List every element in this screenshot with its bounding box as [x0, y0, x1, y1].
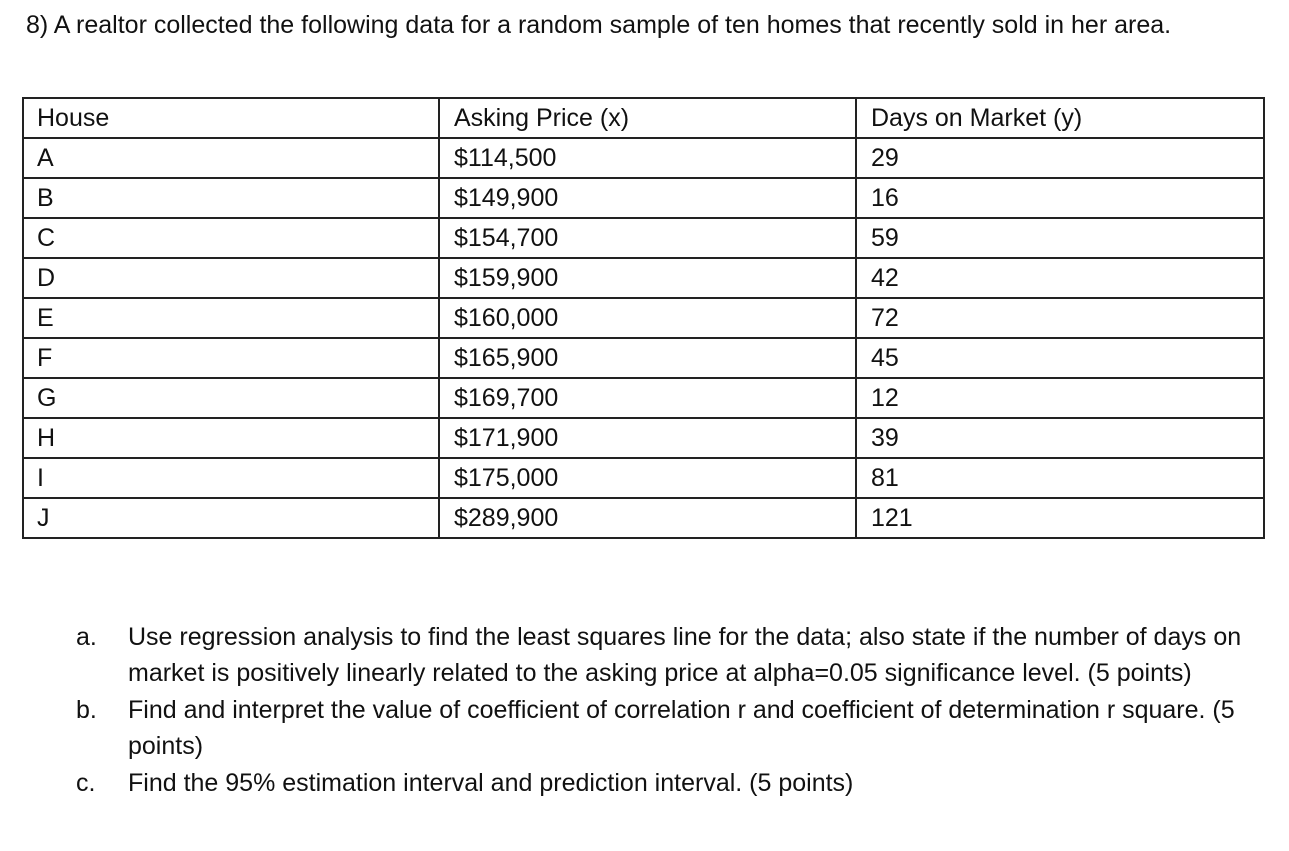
cell-days-on-market: 72 — [856, 298, 1264, 338]
data-table — [22, 97, 1265, 539]
table-row — [23, 218, 1264, 258]
cell-days-on-market: 29 — [856, 138, 1264, 178]
table-row — [23, 458, 1264, 498]
cell-asking-price: $114,500 — [439, 138, 856, 178]
cell-asking-price: $159,900 — [439, 258, 856, 298]
table-row — [23, 298, 1264, 338]
cell-days-on-market: 42 — [856, 258, 1264, 298]
cell-asking-price: $160,000 — [439, 298, 856, 338]
table-row — [23, 418, 1264, 458]
question-marker: b. — [76, 696, 97, 724]
table-row — [23, 378, 1264, 418]
cell-asking-price: $171,900 — [439, 418, 856, 458]
cell-house: J — [23, 498, 439, 538]
cell-house: A — [23, 138, 439, 178]
cell-days-on-market: 59 — [856, 218, 1264, 258]
cell-house: C — [23, 218, 439, 258]
question-text: Find the 95% estimation interval and prediction interval. (5 points) — [128, 769, 854, 797]
question-item — [76, 765, 1266, 801]
question-text: Find and interpret the value of coefficient of correlation r and coefficient of determination r square. (5 points) — [128, 696, 1235, 760]
cell-days-on-market: 12 — [856, 378, 1264, 418]
header-days-on-market: Days on Market (y) — [856, 98, 1264, 138]
table-row — [23, 338, 1264, 378]
question-item — [76, 619, 1266, 691]
question-text: Use regression analysis to find the least squares line for the data; also state if the number of days on market is positively linearly related to the asking price at alpha=0.05 significance level. (5 points) — [128, 623, 1242, 687]
table-header-row — [23, 98, 1264, 138]
question-marker: c. — [76, 769, 96, 797]
cell-asking-price: $289,900 — [439, 498, 856, 538]
cell-asking-price: $175,000 — [439, 458, 856, 498]
header-asking-price: Asking Price (x) — [439, 98, 856, 138]
cell-house: H — [23, 418, 439, 458]
problem-intro: 8) A realtor collected the following data for a random sample of ten homes that recently sold in her area. — [26, 11, 1172, 39]
cell-house: I — [23, 458, 439, 498]
cell-days-on-market: 16 — [856, 178, 1264, 218]
cell-days-on-market: 39 — [856, 418, 1264, 458]
question-list — [76, 619, 1266, 802]
header-house: House — [23, 98, 439, 138]
question-marker: a. — [76, 623, 97, 651]
cell-house: F — [23, 338, 439, 378]
cell-days-on-market: 121 — [856, 498, 1264, 538]
cell-house: G — [23, 378, 439, 418]
cell-days-on-market: 81 — [856, 458, 1264, 498]
table-row — [23, 258, 1264, 298]
cell-asking-price: $154,700 — [439, 218, 856, 258]
cell-house: D — [23, 258, 439, 298]
cell-house: B — [23, 178, 439, 218]
cell-asking-price: $169,700 — [439, 378, 856, 418]
cell-days-on-market: 45 — [856, 338, 1264, 378]
cell-asking-price: $149,900 — [439, 178, 856, 218]
cell-asking-price: $165,900 — [439, 338, 856, 378]
question-item — [76, 692, 1266, 764]
table-row — [23, 138, 1264, 178]
table-row — [23, 178, 1264, 218]
table-row — [23, 498, 1264, 538]
cell-house: E — [23, 298, 439, 338]
